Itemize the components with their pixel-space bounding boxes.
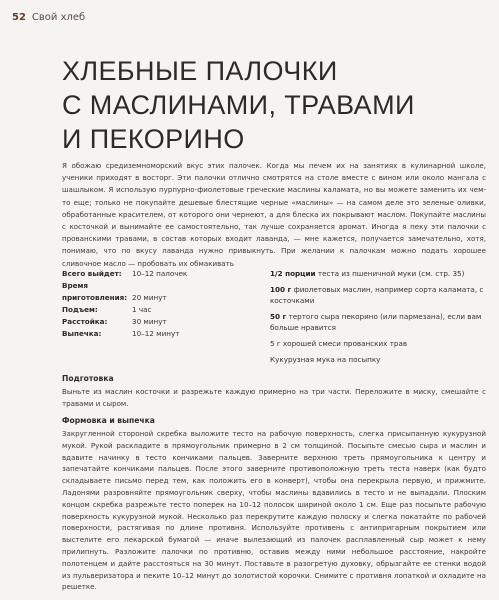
section-heading-prep: Подготовка <box>62 374 114 383</box>
recipe-intro: Я обожаю средиземноморский вкус этих палочек. Когда мы печем их на занятиях в кулинарной школе, ученики приходят в восторг. Эти палочки отлично смотрятся на столе вместе с вином или около мангала с шашлыком. Я использую пурпурно-фиолетовые греческие маслины каламата, но вы можете заменить их чем-то еще; только не покупайте дешевые блестящие черные «маслины» — на самом деле это зеленые оливки, обработанные красителем, от которого они чернеют, а для блеска их покрывают маслом. Покупайте маслины с косточкой и вынимайте ее самостоятельно, так лучше сохраняется аромат. Иногда я пеку эти палочки с прованскими травами, в состав которых входит лаванда, — мне кажется, получается замечательно, хотя, понимаю, что по вкусу лаванда нужно привыкнуть. При желании к палочкам можно подать хорошее сливочное масло — пробовать их обмакивать <box>62 161 486 268</box>
spec-label: Выпечка: <box>62 329 102 338</box>
recipe-title <box>62 54 462 156</box>
ingredient-amount: 1/2 порции <box>270 269 316 278</box>
spec-row <box>62 304 252 316</box>
ingredient-text: теста из пшеничной муки (см. стр. 35) <box>317 269 465 278</box>
spec-label: Подъем: <box>62 305 98 314</box>
recipe-specs <box>62 268 252 340</box>
ingredient-amount: 50 г <box>270 312 287 321</box>
spec-label: Время приготовления: <box>62 281 128 302</box>
book-title: Свой хлеб <box>31 12 86 23</box>
ingredient-item <box>270 284 485 306</box>
ingredient-text: Кукурузная мука на посыпку <box>270 355 381 364</box>
section-text-prep: Выньте из маслин косточки и разрежьте каждую примерно на три части. Переложите в миску, смешайте с травами и сыром. <box>62 387 486 408</box>
ingredient-text: тертого сыра пекорино (или пармезана), если вам больше нравится <box>270 312 482 332</box>
spec-row <box>62 280 252 304</box>
ingredient-text: фиолетовых маслин, например сорта каламата, с косточками <box>270 285 484 305</box>
spec-value: 10–12 минут <box>132 329 180 338</box>
section-heading-shaping: Формовка и выпечка <box>62 416 155 425</box>
recipe-title-line: С МАСЛИНАМИ, ТРАВАМИ <box>62 90 415 120</box>
ingredient-list <box>270 268 485 370</box>
ingredient-item <box>270 338 485 349</box>
page-number: 52 <box>12 12 26 23</box>
ingredient-item <box>270 311 485 333</box>
spec-label: Всего выйдет: <box>62 269 122 278</box>
spec-row <box>62 316 252 328</box>
ingredient-text: 5 г хорошей смеси прованских трав <box>270 339 408 348</box>
section-text-shaping: Закругленной стороной скребка выложите тесто на рабочую поверхность, слегка присыпанную кукурузной мукой. Рукой раскладите в прямоугольник примерно в 2 см толщиной. Посыпьте смесью сыра и маслин и вдавите начинку в тесто кончиками пальцев. Заверните верхнюю треть прямоугольника к центру и запечатайте кончиками пальцев. После этого заверните противоположную треть теста наверх (как будто складываете письмо перед тем, как положить его в конверт), чтобы она перекрыла первую, и прижмите. Ладонями разровняйте прямоугольник сверху, чтобы маслины вдавились в тесто и не выпадали. Плоским концом скребка разрежьте тесто поперек на 10–12 полосок шириной около 1 см. Еще раз посыпьте рабочую поверхность кукурузной мукой. Несколько раз перекрутите каждую полоску и слегка покатайте по рабочей поверхности, растягивая по длине противня. Используйте противень с антипригарным покрытием или выстелите его пекарской бумагой — иначе вылезающий из палочек расплавленный сыр может к нему прилипнуть. Разложите палочки по противню, оставив между ними небольшое расстояние, накройте полотенцем и дайте расстояться на 30 минут. Поставьте в разогретую духовку, обрызгайте ее стенки водой из пульверизатора и пеките 10–12 минут до золотистой корочки. Снимите с противня лопаткой и охладите на решетке. <box>62 429 486 592</box>
spec-value: 30 минут <box>132 317 167 326</box>
ingredient-item <box>270 354 485 365</box>
spec-value: 20 минут <box>132 293 167 302</box>
spec-value: 1 час <box>132 305 152 314</box>
recipe-title-line: ХЛЕБНЫЕ ПАЛОЧКИ <box>62 56 338 86</box>
spec-row <box>62 268 252 280</box>
running-head <box>12 12 85 23</box>
spec-label: Расстойка: <box>62 317 108 326</box>
spec-value: 10–12 палочек <box>132 269 188 278</box>
recipe-title-line: И ПЕКОРИНО <box>62 124 245 154</box>
ingredient-item <box>270 268 485 279</box>
spec-row <box>62 328 252 340</box>
ingredient-amount: 100 г <box>270 285 292 294</box>
